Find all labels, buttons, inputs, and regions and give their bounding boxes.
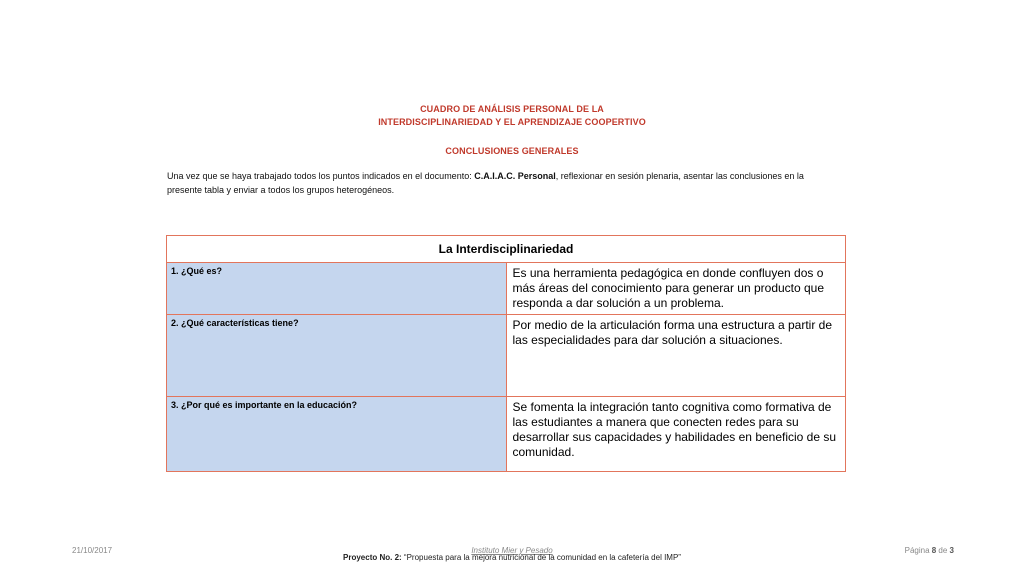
project-description: “Propuesta para la mejora nutricional de la comunidad en la cafetería del IMP”	[401, 553, 681, 562]
document-subtitle: CONCLUSIONES GENERALES	[445, 146, 579, 156]
conclusions-table	[166, 235, 846, 472]
page-total: 3	[949, 546, 954, 555]
intro-text-part1: Una vez que se haya trabajado todos los puntos indicados en el documento:	[167, 171, 475, 181]
page-of: de	[936, 546, 950, 555]
question-cell: 1. ¿Qué es?	[167, 263, 507, 315]
intro-text-part2: , reflexionar en sesión plenaria, asentar las conclusiones en la presente tabla y enviar a todos los grupos heterogéneos.	[167, 171, 804, 195]
question-cell: 3. ¿Por qué es importante en la educación?	[167, 397, 507, 472]
footer-project	[0, 553, 1024, 562]
table-row	[167, 263, 846, 315]
table-row	[167, 315, 846, 397]
footer-institution: Instituto Mier y Pesado	[471, 546, 553, 555]
answer-cell[interactable]: Se fomenta la integración tanto cognitiva como formativa de las estudiantes a manera que conecten redes para su desarrollar sus capacidades y habilidades en beneficio de su comunidad.	[506, 397, 846, 472]
table-row	[167, 397, 846, 472]
answer-cell[interactable]: Por medio de la articulación forma una estructura a partir de las especialidades para dar solución a situaciones.	[506, 315, 846, 397]
document-title-line2: INTERDISCIPLINARIEDAD Y EL APRENDIZAJE COOPERTIVO	[378, 117, 646, 127]
question-cell: 2. ¿Qué características tiene?	[167, 315, 507, 397]
answer-cell[interactable]: Es una herramienta pedagógica en donde confluyen dos o más áreas del conocimiento para generar un producto que responda a dar solución a un problema.	[506, 263, 846, 315]
project-label: Proyecto No. 2:	[343, 553, 402, 562]
intro-paragraph	[167, 169, 807, 197]
footer-date: 21/10/2017	[72, 546, 113, 555]
page-current: 8	[931, 546, 937, 555]
table-heading: La Interdisciplinariedad	[167, 236, 846, 263]
document-title-line1: CUADRO DE ANÁLISIS PERSONAL DE LA	[420, 104, 604, 114]
page-label: Página	[904, 546, 932, 555]
intro-text-bold: C.A.I.A.C. Personal	[474, 171, 556, 181]
